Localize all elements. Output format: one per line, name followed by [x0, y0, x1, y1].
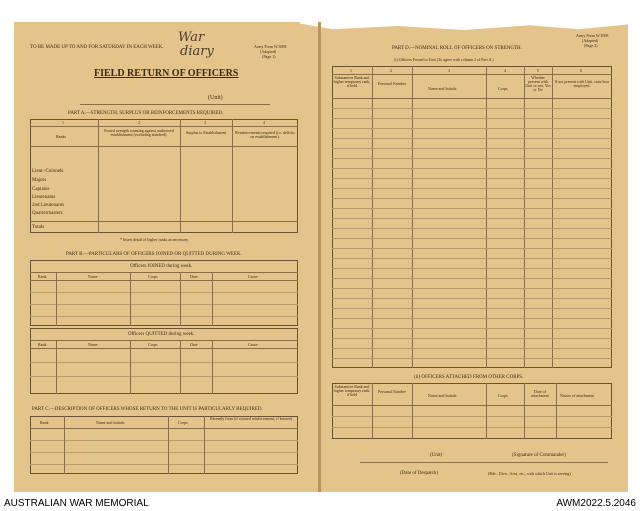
- form-number: Army Form W.3008: [576, 33, 609, 38]
- col-num: 4: [504, 68, 506, 73]
- col-head: Date: [190, 342, 198, 347]
- roll-rule: [332, 308, 612, 309]
- col-head: Corps: [148, 342, 158, 347]
- roll-rule: [332, 178, 612, 179]
- rank-label: Captains: [32, 187, 50, 192]
- rank-label: 2nd Lieutenants: [32, 203, 65, 208]
- col-num: 3: [204, 120, 206, 125]
- roll-rule: [332, 198, 612, 199]
- col-num: 5: [537, 68, 539, 73]
- roll-rule: [332, 258, 612, 259]
- col-num: 1: [62, 120, 64, 125]
- col-head: Name and Initials: [428, 393, 457, 398]
- joined-caption: Officers JOINED during week.: [130, 264, 193, 269]
- footer-bar: [0, 494, 640, 511]
- attached-heading: (ii) OFFICERS ATTACHED FROM OTHER CORPS.: [414, 375, 524, 380]
- nominal-roll-table: [332, 66, 612, 368]
- col-head-employed: If not present with Unit, state how employed.: [554, 79, 610, 88]
- col-head-rank: Substantive Rank and higher temporary rank, if held: [333, 75, 371, 88]
- col-num: 3: [448, 68, 450, 73]
- form-number: Army Form W.3008: [254, 44, 287, 49]
- page-number: (Page 1): [262, 54, 276, 59]
- col-head: Corps: [498, 393, 508, 398]
- roll-rule: [332, 128, 612, 129]
- roll-rule: [332, 108, 612, 109]
- col-head-corps: Corps: [498, 86, 508, 91]
- rank-label: Quartermasters: [32, 211, 63, 216]
- roll-rule: [332, 268, 612, 269]
- col-head: Nature of attachment: [560, 393, 594, 398]
- unit-line: [80, 104, 270, 105]
- part-b-heading: PART B.—PARTICULARS OF OFFICERS JOINED OR QUITTED DURING WEEK.: [66, 252, 242, 257]
- roll-rule: [332, 188, 612, 189]
- part-d-subheading: (i) Officers Posted to Unit (To agree with column 2 of Part A.): [394, 57, 494, 62]
- roll-rule: [332, 298, 612, 299]
- quitted-table: [30, 328, 298, 394]
- signature-label: (Signature of Commander): [512, 453, 566, 458]
- col-head: Corps: [178, 420, 188, 425]
- col-head-reinforcements: Reinforcements required (i.e. deficits on establishment).: [235, 130, 295, 139]
- rank-label: Lieut.-Colonels: [32, 169, 64, 174]
- part-c-heading: PART C.—DESCRIPTION OF OFFICERS WHOSE RETURN TO THE UNIT IS PARTICULARLY REQUIRED.: [32, 407, 263, 412]
- roll-rule: [332, 168, 612, 169]
- roll-rule: [332, 278, 612, 279]
- part-c-table: [30, 416, 298, 474]
- handwritten-war: War: [178, 30, 205, 45]
- roll-rule: [332, 158, 612, 159]
- roll-rule: [332, 138, 612, 139]
- roll-rule: [332, 348, 612, 349]
- form-title: FIELD RETURN OF OFFICERS: [94, 68, 239, 79]
- roll-rule: [332, 148, 612, 149]
- star-note: * Insert detail of higher ranks as necessary.: [120, 237, 189, 242]
- unit-label: (Unit): [430, 453, 443, 458]
- form-sub: (Adapted): [260, 49, 277, 54]
- roll-rule: [332, 228, 612, 229]
- col-num: 2: [390, 68, 392, 73]
- totals-label: Totals: [32, 225, 45, 230]
- col-head-number: Personal Number: [378, 81, 406, 86]
- col-head: Date: [190, 274, 198, 279]
- col-head: Name: [88, 274, 98, 279]
- roll-rule: [332, 238, 612, 239]
- col-head-surplus: Surplus to Establishment: [186, 130, 226, 135]
- form-sub: (Adapted): [582, 38, 599, 43]
- footer-credit: AUSTRALIAN WAR MEMORIAL: [4, 498, 149, 509]
- roll-rule: [332, 248, 612, 249]
- col-head: Personal Number: [378, 389, 406, 394]
- roll-rule: [332, 288, 612, 289]
- col-num: 1: [350, 68, 352, 73]
- part-a-heading: PART A.—STRENGTH, SURPLUS OR REINFORCEMENTS REQUIRED.: [68, 111, 224, 116]
- col-head-present: Whether present with Unit or not, Yes or No: [525, 75, 551, 92]
- col-head: Name and Initials: [96, 420, 125, 425]
- roll-rule: [332, 338, 612, 339]
- col-num: 4: [263, 120, 265, 125]
- col-head-name: Name and Initials: [428, 86, 457, 91]
- col-head: Cause: [248, 274, 258, 279]
- quitted-caption: Officers QUITTED during week.: [128, 332, 195, 337]
- roll-rule: [332, 318, 612, 319]
- col-head: Rank: [38, 342, 47, 347]
- col-head: Rank: [38, 274, 47, 279]
- col-head: Recently from (if crossed reinforcement, if known): [210, 416, 292, 421]
- roll-rule: [332, 358, 612, 359]
- col-head: Rank: [40, 420, 49, 425]
- page-number: (Page 2): [584, 43, 598, 48]
- col-head-posted: Posted strength counting against authorised establishment (excluding attached).: [104, 128, 174, 137]
- col-head: Date of attachment: [531, 389, 549, 398]
- date-label: (Date of Despatch): [400, 471, 439, 476]
- unit-label: (Unit): [208, 95, 223, 101]
- col-head: Cause: [248, 342, 258, 347]
- col-num: 6: [580, 68, 582, 73]
- roll-rule: [332, 208, 612, 209]
- roll-rule: [332, 328, 612, 329]
- bde-label: (Bde., Divn., Area, etc., with which Unit is serving): [488, 471, 571, 476]
- center-fold: [318, 22, 321, 492]
- col-head: Name: [88, 342, 98, 347]
- col-head: Substantive Rank and higher temporary rank, if held: [333, 384, 371, 397]
- col-num: 2: [138, 120, 140, 125]
- roll-rule: [332, 118, 612, 119]
- part-d-heading: PART D.—NOMINAL ROLL OF OFFICERS ON STRENGTH.: [392, 46, 522, 51]
- rank-label: Lieutenants: [32, 195, 56, 200]
- top-note: TO BE MADE UP TO AND FOR SATURDAY IN EACH WEEK.: [30, 45, 164, 50]
- col-head: Corps: [148, 274, 158, 279]
- col-head-ranks: Ranks: [56, 134, 66, 139]
- roll-rule: [332, 218, 612, 219]
- footer-accession: AWM2022.5.2046: [556, 498, 636, 509]
- rank-label: Majors: [32, 178, 47, 183]
- handwritten-diary: diary: [180, 44, 214, 59]
